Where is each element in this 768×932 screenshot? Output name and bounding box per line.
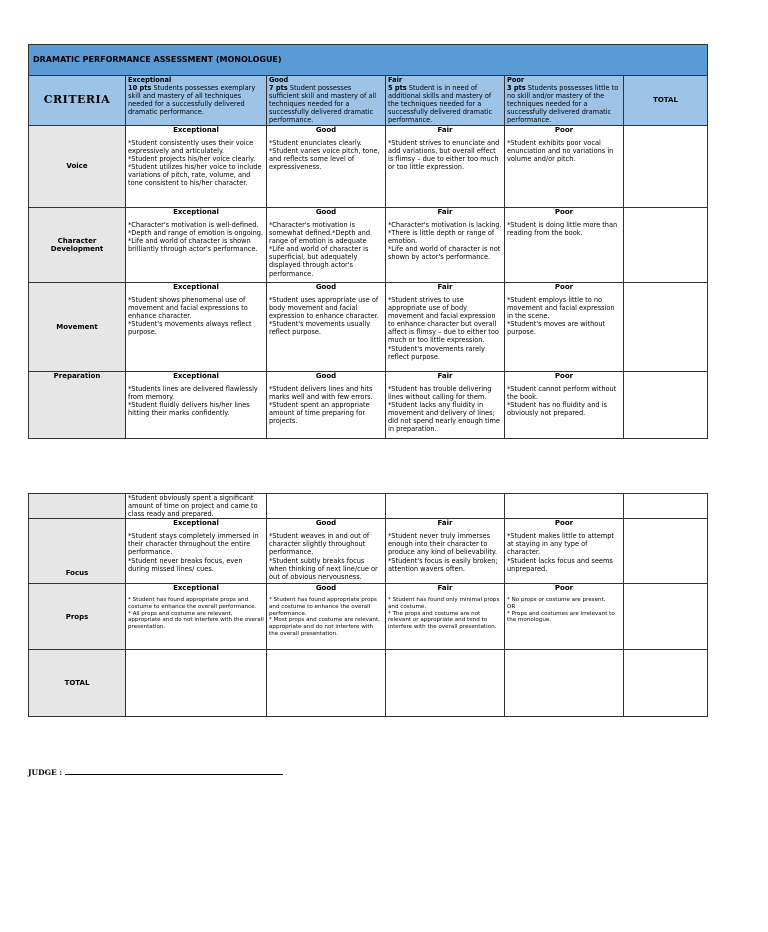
- cell-text: * Student has found appropriate props and costume to enhance the overall performance. * All props and costume are relevant, appropriate and do not interfere with the overall presentation.: [128, 597, 264, 631]
- cell-movement-poor: [505, 283, 624, 372]
- cell-character-poor: [505, 208, 624, 283]
- total-cell: [624, 519, 708, 584]
- cell-focus-fair: [386, 519, 505, 584]
- cell-text: *Student makes little to attempt at staying in any type of character. *Student lacks focus and seems unprepared.: [507, 532, 614, 573]
- criteria-character-development: Character Development: [29, 208, 126, 283]
- cell-voice-fair: [386, 126, 505, 208]
- rubric-title: DRAMATIC PERFORMANCE ASSESSMENT (MONOLOGUE): [29, 45, 708, 76]
- header-row: [29, 76, 708, 126]
- judge-label: JUDGE :: [28, 768, 63, 777]
- cell-text: *Student stays completely immersed in their character throughout the entire performance. *Student never breaks focus, even during missed lines/ cues.: [128, 532, 259, 573]
- level-label: Exceptional: [173, 283, 219, 291]
- level-label: Exceptional: [173, 208, 219, 216]
- criteria-props: Props: [29, 584, 126, 650]
- cell-text: * Student has found appropriate props and costume to enhance the overall performance. * Most props and costume are relevant, appropriate and do not interfere with the overall presentation.: [269, 597, 380, 637]
- title-row: [29, 45, 708, 76]
- level-points: 10 pts: [128, 84, 152, 93]
- row-props: [29, 584, 708, 650]
- level-label: Fair: [437, 584, 453, 593]
- level-label: Exceptional: [173, 584, 219, 593]
- grand-total-cell[interactable]: [624, 650, 708, 717]
- criteria-empty: [29, 494, 126, 519]
- level-name: Poor: [507, 76, 525, 84]
- cell-text: *Student strives to enunciate and add variations, but overall effect is flimsy – due to either too much or too little expression.: [388, 139, 500, 172]
- level-name: Exceptional: [128, 76, 172, 84]
- total-score-fair[interactable]: [386, 650, 505, 717]
- cell-text: *Student has trouble delivering lines without calling for them. *Student lacks any fluidity in movement and delivery of lines; did not spend nearly enough time in preparation.: [388, 385, 500, 434]
- total-cell: [624, 584, 708, 650]
- empty-cell: [505, 494, 624, 519]
- cell-text: *Student never truly immerses enough into their character to produce any kind of believability. *Student's focus is easily broken; attention wavers often.: [388, 532, 498, 573]
- cell-text: *Character's motivation is lacking. *There is little depth or range of emotion. *Life and world of character is not shown by actor's performance.: [388, 221, 502, 262]
- criteria-voice: Voice: [29, 126, 126, 208]
- level-label: Poor: [554, 584, 574, 593]
- level-label: Fair: [437, 208, 453, 216]
- cell-text: *Student weaves in and out of character slightly throughout performance. *Student subtly breaks focus when thinking of next line/cue or out of obvious nervousness.: [269, 532, 378, 581]
- empty-cell: [267, 494, 386, 519]
- level-description: Student possesses sufficient skill and mastery of all techniques needed for a successfully delivered dramatic performance.: [269, 84, 377, 125]
- cell-focus-good: [267, 519, 386, 584]
- row-total: [29, 650, 708, 717]
- cell-focus-poor: [505, 519, 624, 584]
- cell-text: * Student has found only minimal props and costume. * The props and costume are not relevant or appropriate and tend to interfere with the overall presentation.: [388, 597, 500, 631]
- cell-preparation-fair: [386, 372, 505, 439]
- rubric-table-page2: [28, 493, 708, 717]
- total-cell: [624, 372, 708, 439]
- cell-character-good: [267, 208, 386, 283]
- cell-preparation-exceptional: [126, 372, 267, 439]
- level-description: Students possesses little to no skill and/or mastery of the techniques needed for a successfully delivered dramatic performance.: [507, 84, 619, 125]
- total-cell: [624, 494, 708, 519]
- cell-preparation-good: [267, 372, 386, 439]
- row-focus: [29, 519, 708, 584]
- level-name: Fair: [388, 76, 403, 84]
- total-cell: [624, 126, 708, 208]
- header-poor: [505, 76, 624, 126]
- level-label: Poor: [554, 372, 574, 380]
- level-label: Exceptional: [173, 519, 219, 528]
- header-exceptional: [126, 76, 267, 126]
- level-label: Fair: [437, 126, 453, 134]
- total-header: TOTAL: [624, 76, 708, 126]
- level-label: Good: [315, 519, 337, 528]
- cell-movement-good: [267, 283, 386, 372]
- level-description: Students possesses exemplary skill and mastery of all techniques needed for a successfully delivered dramatic performance.: [128, 84, 256, 117]
- cell-text: *Student is doing little more than reading from the book.: [507, 221, 618, 238]
- level-points: 7 pts: [269, 84, 288, 93]
- total-score-poor[interactable]: [505, 650, 624, 717]
- level-label: Poor: [554, 126, 574, 134]
- cell-text: *Student strives to use appropriate use of body movement and facial expression to enhance character but overall affect is flimsy – due to either too much or too little expression. *Student's movements rarely reflect purpose.: [388, 296, 499, 361]
- cell-text: *Character's motivation is somewhat defined.*Depth and range of emotion is adequate *Life and world of character is superficial, but adequately displayed through actor's performance.: [269, 221, 371, 278]
- level-label: Good: [315, 283, 337, 291]
- criteria-movement: Movement: [29, 283, 126, 372]
- cell-text: *Students lines are delivered flawlessly from memory. *Student fluidly delivers his/her lines hitting their marks confidently.: [128, 385, 258, 418]
- level-label: Fair: [437, 519, 453, 528]
- cell-text: *Student consistently uses their voice expressively and articulately. *Student projects his/her voice clearly. *Student utilizes his/her voice to include variations of pitch, rate, volume, and tone consistent to his/her character.: [128, 139, 262, 188]
- total-cell: [624, 283, 708, 372]
- total-cell: [624, 208, 708, 283]
- cell-text: *Student exhibits poor vocal enunciation and no variations in volume and/or pitch.: [507, 139, 614, 164]
- cell-preparation-poor: [505, 372, 624, 439]
- level-label: Good: [315, 126, 337, 134]
- row-voice: [29, 126, 708, 208]
- cell-character-exceptional: [126, 208, 267, 283]
- row-character-development: [29, 208, 708, 283]
- criteria-total: TOTAL: [29, 650, 126, 717]
- cell-props-fair: [386, 584, 505, 650]
- cell-focus-exceptional: [126, 519, 267, 584]
- cell-text: *Student employs little to no movement and facial expression in the scene. *Student's moves are without purpose.: [507, 296, 615, 337]
- level-points: 5 pts: [388, 84, 407, 93]
- level-label: Exceptional: [173, 126, 219, 134]
- cell-text: *Student enunciates clearly. *Student varies voice pitch, tone, and reflects some level of expressiveness.: [269, 139, 380, 172]
- cell-text: *Student delivers lines and hits marks well and with few errors. *Student spent an appropriate amount of time preparing for projects.: [269, 385, 373, 426]
- cell-movement-exceptional: [126, 283, 267, 372]
- criteria-header: CRITERIA: [29, 76, 126, 126]
- judge-signature-line: [28, 768, 283, 777]
- level-label: Poor: [554, 283, 574, 291]
- level-label: Good: [315, 208, 337, 216]
- rubric-table-page1: [28, 44, 708, 439]
- criteria-preparation: Preparation: [29, 372, 126, 439]
- level-label: Poor: [554, 519, 574, 528]
- level-label: Good: [315, 372, 337, 380]
- criteria-focus: Focus: [29, 519, 126, 584]
- empty-cell: [386, 494, 505, 519]
- cell-text: *Character's motivation is well-defined. *Depth and range of emotion is ongoing. *Life and world of character is shown brilliantly through actor's performance.: [128, 221, 264, 254]
- cell-voice-good: [267, 126, 386, 208]
- cell-text: *Student cannot perform without the book. *Student has no fluidity and is obviously not prepared.: [507, 385, 617, 418]
- level-label: Good: [315, 584, 337, 593]
- level-label: Fair: [437, 283, 453, 291]
- cell-movement-fair: [386, 283, 505, 372]
- cell-text: *Student shows phenomenal use of movement and facial expressions to enhance character. *Student's movements always reflect purpose.: [128, 296, 252, 337]
- cell-character-fair: [386, 208, 505, 283]
- level-label: Exceptional: [173, 372, 219, 380]
- level-label: Fair: [437, 372, 453, 380]
- cell-text: *Student obviously spent a significant amount of time on project and came to class ready and prepared.: [128, 494, 258, 519]
- header-good: [267, 76, 386, 126]
- row-movement: [29, 283, 708, 372]
- total-score-good[interactable]: [267, 650, 386, 717]
- level-points: 3 pts: [507, 84, 526, 93]
- cell-voice-poor: [505, 126, 624, 208]
- header-fair: [386, 76, 505, 126]
- level-name: Good: [269, 76, 289, 84]
- cell-props-good: [267, 584, 386, 650]
- cell-voice-exceptional: [126, 126, 267, 208]
- cell-text: * No props or costume are present. OR * Props and costumes are irrelevant to the monologue.: [507, 597, 615, 624]
- cell-props-exceptional: [126, 584, 267, 650]
- cell-text: *Student uses appropriate use of body movement and facial expression to enhance character. *Student's movements usually reflect purpose.: [269, 296, 379, 337]
- total-score-exceptional[interactable]: [126, 650, 267, 717]
- cell-props-poor: [505, 584, 624, 650]
- level-label: Poor: [554, 208, 574, 216]
- level-description: Student is in need of additional skills and mastery of the techniques needed for a successfully delivered dramatic performance.: [388, 84, 493, 125]
- row-preparation-continued: [29, 494, 708, 519]
- row-preparation: [29, 372, 708, 439]
- judge-signature-field[interactable]: [65, 774, 283, 775]
- cell-preparation-continued: [126, 494, 267, 519]
